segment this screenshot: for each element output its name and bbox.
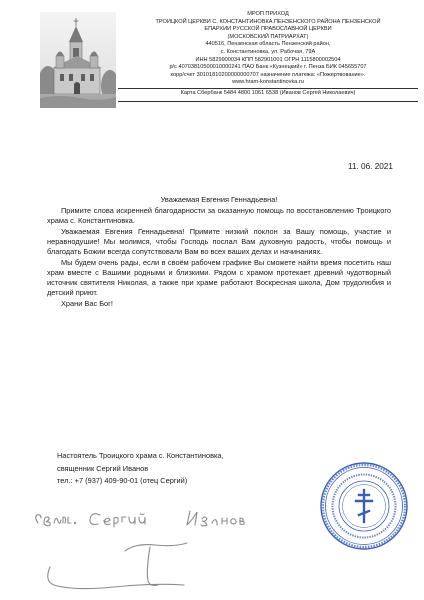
letterhead-divider [118, 88, 418, 89]
greeting: Уважаемая Евгения Геннадьевна! [160, 195, 278, 204]
closing: Храни Вас Бог! [61, 299, 113, 308]
signer-title: Настоятель Троицкого храма с. Константиновка, [57, 451, 224, 460]
letterhead-divider [118, 101, 418, 102]
handwritten-signature [30, 489, 290, 599]
paragraph: Уважаемая Евгения Геннадьевна! Примите низкий поклон за Вашу помощь, участие и неравнодушие! Мы молимся, чтобы Господь послал Вам духовную радость, чтобы помощь и благодать Божии всегда сопутствовали Вам во всех ваших делах и начинаниях. [47, 227, 391, 256]
church-photo [40, 12, 116, 108]
letterhead [118, 11, 418, 102]
paragraph: Примите слова искренней благодарности за оказанную помощь по восстановлению Троицкого храма с. Константиновка. [47, 206, 391, 225]
parish-seal-icon [318, 460, 410, 552]
signer-phone: тел.: +7 (937) 409-90-01 (отец Сергий) [57, 476, 188, 485]
letterhead-line: р/с 40703810500010000241 ПАО Банк «Кузнецкий» г. Пенза БИК 045655707 [169, 64, 367, 71]
letterhead-line: ТРОИЦКОЙ ЦЕРКВИ С. КОНСТАНТИНОВКА ПЕНЗЕНСКОГО РАЙОНА ПЕНЗЕНСКОЙ [155, 18, 381, 25]
letterhead-line: ИНН 5829900034 КПП 582901001 ОГРН 1115800002504 [195, 56, 341, 63]
letterhead-card: Карта Сбербанк 5484 4800 1061 6538 (Иванов Сергей Николаевич) [180, 89, 356, 96]
letterhead-line: ЕПАРХИИ РУССКОЙ ПРАВОСЛАВНОЙ ЦЕРКВИ [204, 26, 332, 33]
letterhead-line: с. Константиновка, ул. Рабочая, 79А [220, 48, 316, 55]
signer-name: священник Сергий Иванов [57, 463, 149, 473]
letterhead-line: (МОСКОВСКИЙ ПАТРИАРХАТ) [227, 33, 309, 40]
letter-body [47, 195, 391, 310]
signature-block [57, 450, 224, 488]
paragraph: Мы будем очень рады, если в своём рабочем графике Вы сможете найти время посетить наш храм вместе с Вашими родными и близкими. Рядом с храмом протекает древний чудотворный источник святителя Николая, а также при храме работают Воскресная школа, Дом трудолюбия и детский приют. [47, 258, 391, 297]
letterhead-line: МРОП ПРИХОД [247, 11, 289, 17]
letterhead-website: www.hram-konstantinovka.ru [232, 79, 304, 86]
letterhead-line: корр/счет 30101810200000000707 назначение платежа: «Пожертвование». [170, 71, 366, 78]
letterhead-line: 440516, Пензенская область Пензенский район, [205, 41, 331, 48]
letter-date: 11. 06. 2021 [348, 162, 393, 171]
